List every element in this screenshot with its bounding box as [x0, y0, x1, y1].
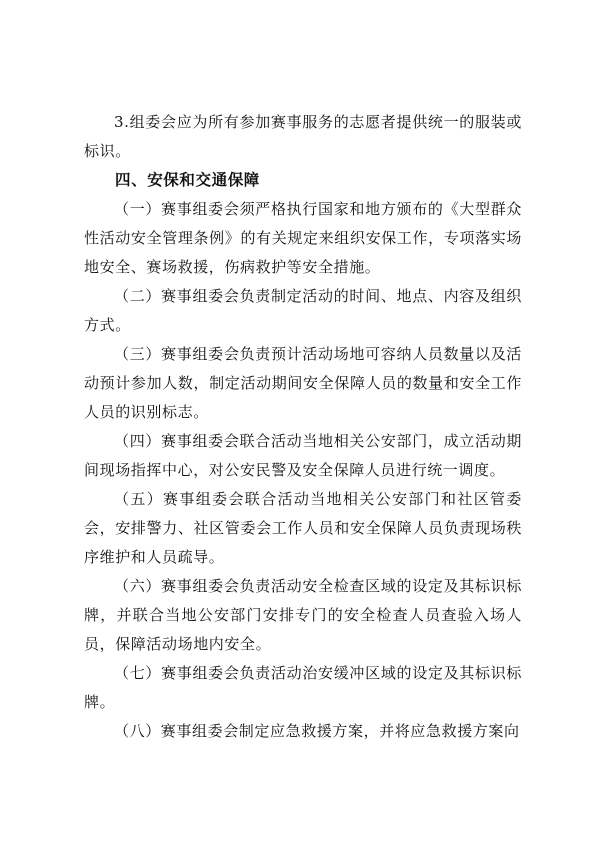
paragraph-item-3-uniform: 3.组委会应为所有参加赛事服务的志愿者提供统一的服装或标识。: [84, 113, 522, 160]
paragraph-clause-6: （六）赛事组委会负责活动安全检查区域的设定及其标识标牌，并联合当地公安部门安排专门的安全检查人员查验入场人员，保障活动场地内安全。: [84, 577, 522, 653]
paragraph-clause-7: （七）赛事组委会负责活动治安缓冲区域的设定及其标识标牌。: [84, 664, 522, 711]
paragraph-clause-3: （三）赛事组委会负责预计活动场地可容纳人员数量以及活动预计参加人数，制定活动期间安全保障人员的数量和安全工作人员的识别标志。: [84, 345, 522, 421]
paragraph-clause-1: （一）赛事组委会须严格执行国家和地方颁布的《大型群众性活动安全管理条例》的有关规定来组织安保工作，专项落实场地安全、赛场救援，伤病救护等安全措施。: [84, 200, 522, 276]
paragraph-clause-8: （八）赛事组委会制定应急救援方案，并将应急救援方案向: [114, 722, 520, 740]
paragraph-clause-5: （五）赛事组委会联合活动当地相关公安部门和社区管委会，安排警力、社区管委会工作人员和安全保障人员负责现场秩序维护和人员疏导。: [84, 490, 522, 566]
document-body: [84, 108, 522, 746]
paragraph-clause-2: （二）赛事组委会负责制定活动的时间、地点、内容及组织方式。: [84, 287, 522, 334]
paragraph-clause-4: （四）赛事组委会联合活动当地相关公安部门，成立活动期间现场指挥中心，对公安民警及安全保障人员进行统一调度。: [84, 432, 522, 479]
section-heading-security-traffic: 四、安保和交通保障: [115, 171, 260, 189]
